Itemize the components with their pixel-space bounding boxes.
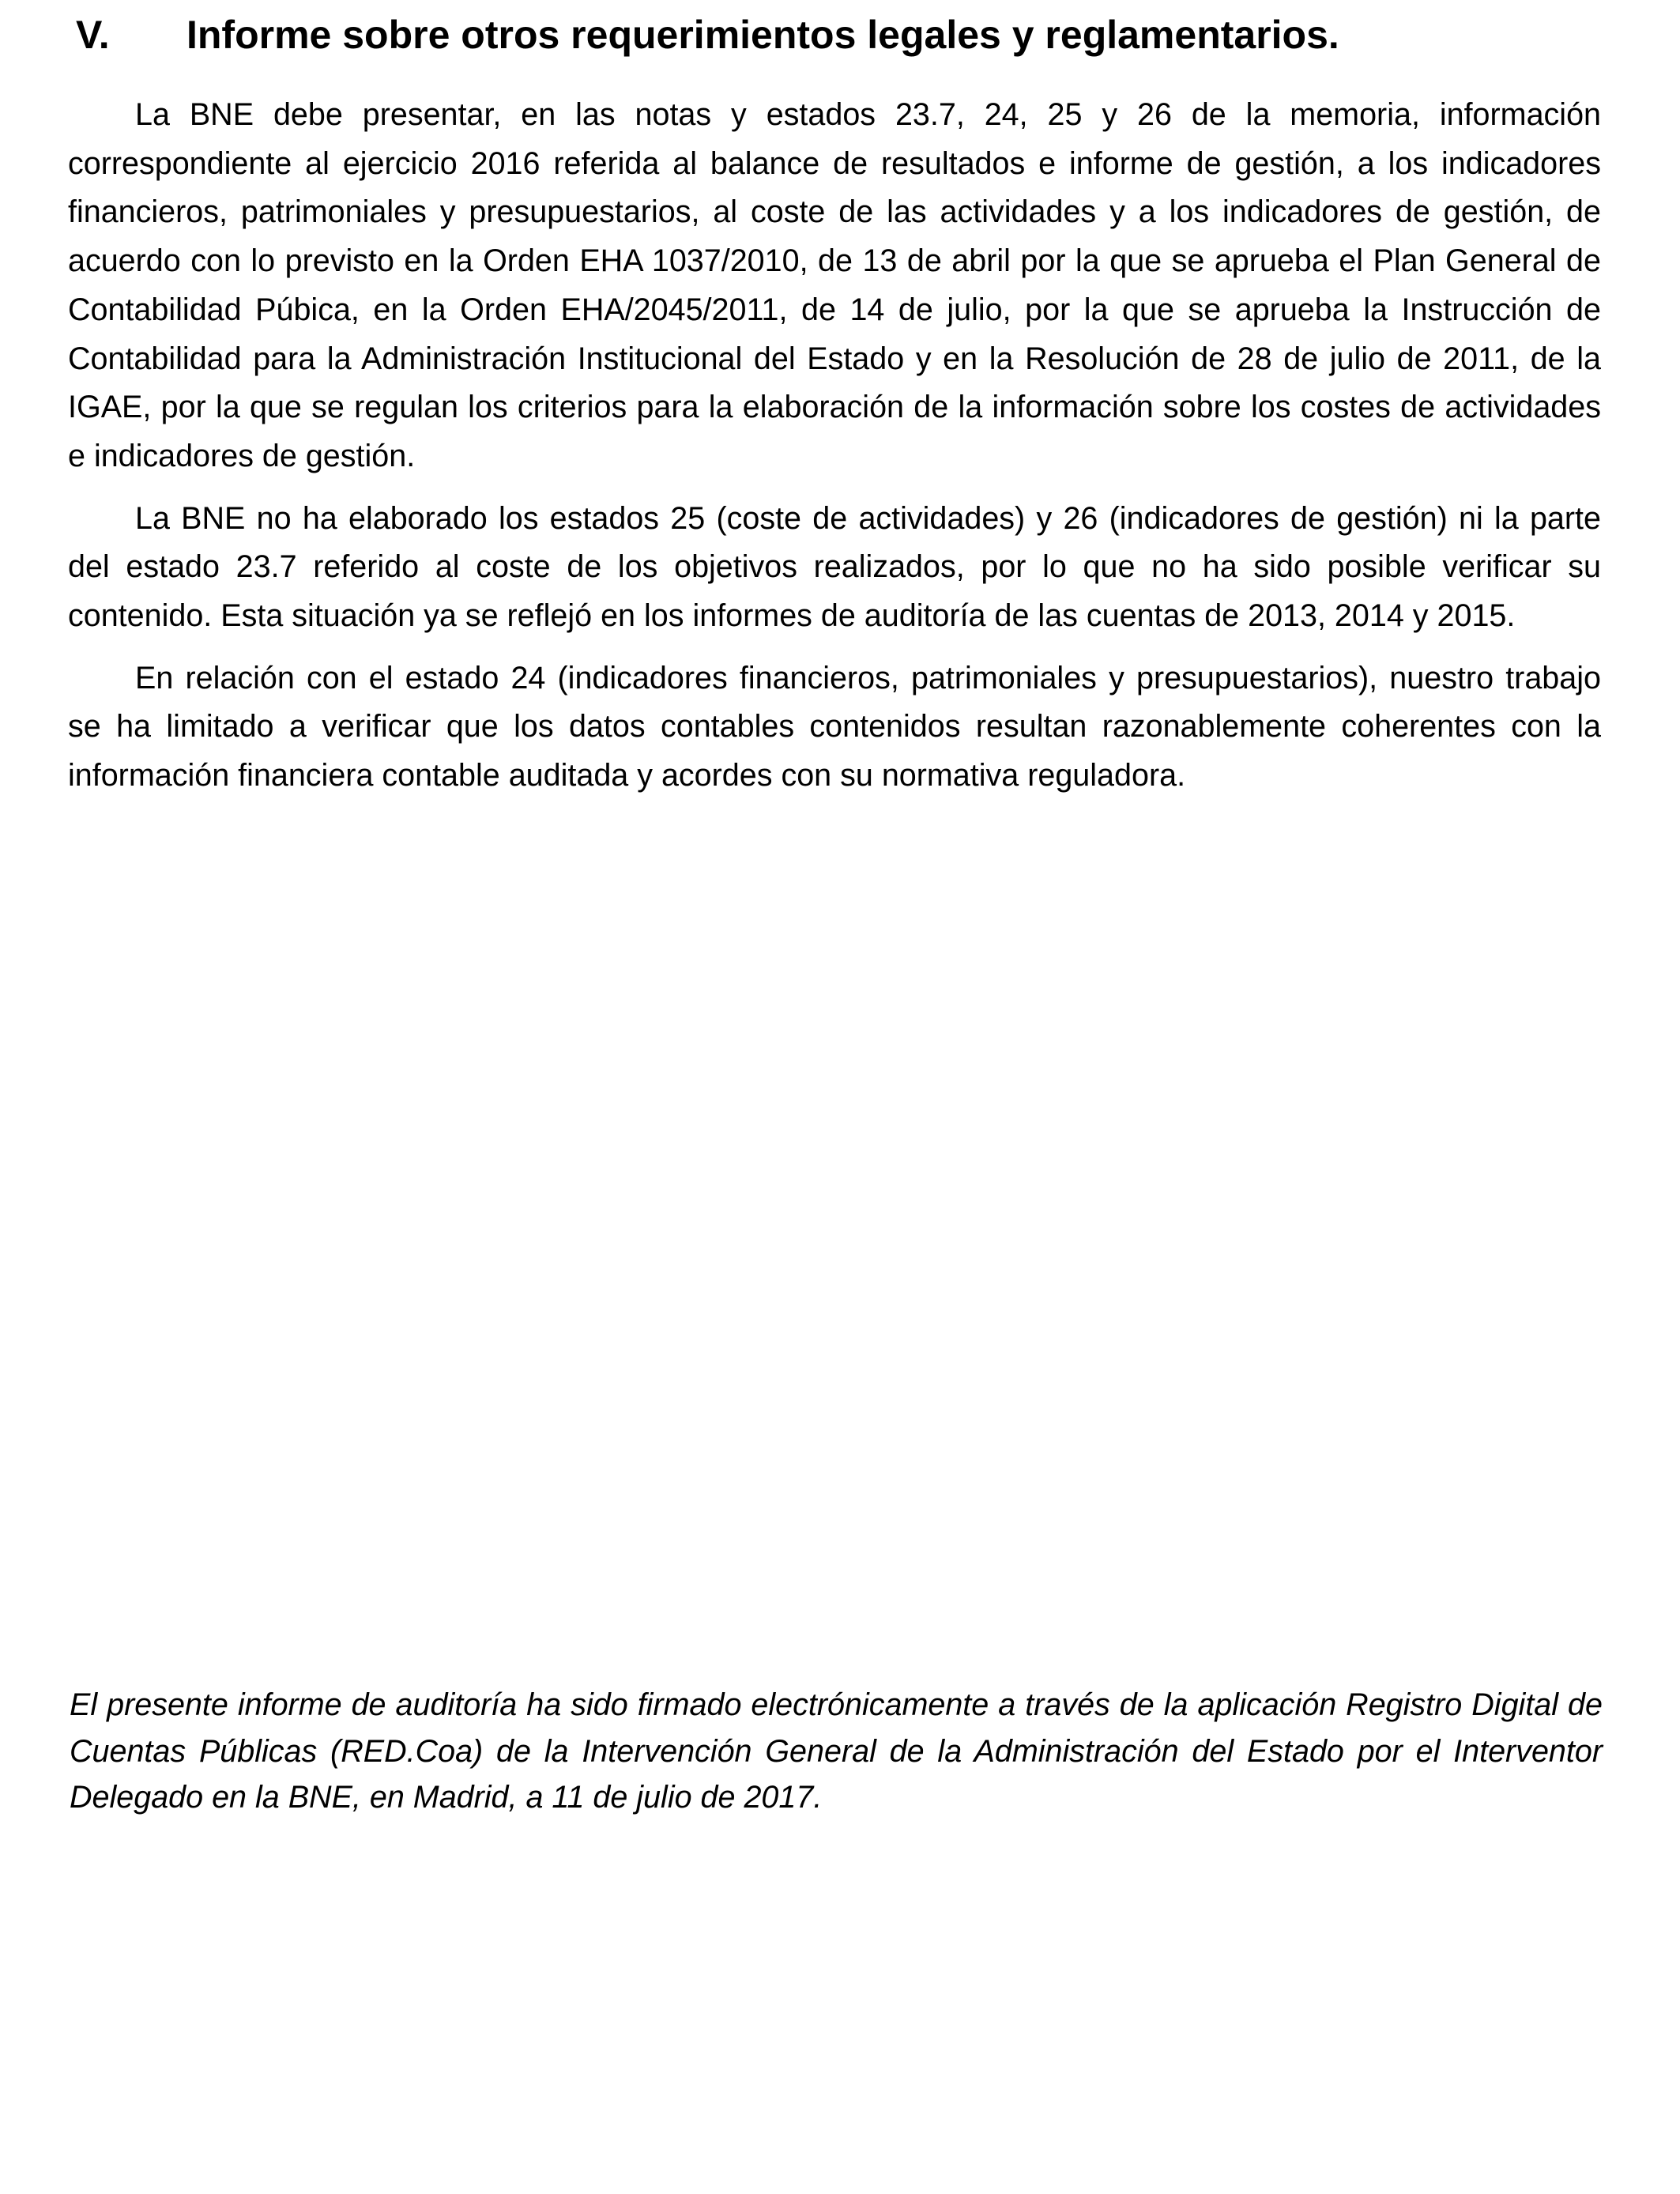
section-body (68, 91, 1601, 814)
paragraph-scope-of-work: En relación con el estado 24 (indicadores financieros, patrimoniales y presupuestarios), nuestro trabajo se ha limitado a verificar que los datos contables contenidos resultan razonablemente coherentes con la información financiera contable auditada y acordes con su normativa reguladora. (68, 660, 1601, 794)
section-heading (76, 5, 1625, 65)
paragraph-missing-statements: La BNE no ha elaborado los estados 25 (coste de actividades) y 26 (indicadores de gestión) ni la parte del estado 23.7 referido al coste de los objetivos realizados, por lo que no ha sido posible verificar su contenido. Esta situación ya se reflejó en los informes de auditoría de las cuentas de 2013, 2014 y 2015. (68, 500, 1601, 634)
section-title: Informe sobre otros requerimientos legales y reglamentarios. (186, 13, 1339, 57)
electronic-signature-note: El presente informe de auditoría ha sido firmado electrónicamente a través de la aplicación Registro Digital de Cuentas Públicas (RED.Coa) de la Intervención General de la Administración del Estado por el Interventor Delegado en la BNE, en Madrid, a 11 de julio de 2017. (70, 1687, 1603, 1815)
section-number: V. (76, 13, 110, 57)
paragraph-required-statements: La BNE debe presentar, en las notas y estados 23.7, 24, 25 y 26 de la memoria, información correspondiente al ejercicio 2016 referida al balance de resultados e informe de gestión, a los indicadores financieros, patrimoniales y presupuestarios, al coste de las actividades y a los indicadores de gestión, de acuerdo con lo previsto en la Orden EHA 1037/2010, de 13 de abril por la que se aprueba el Plan General de Contabilidad Púbica, en la Orden EHA/2045/2011, de 14 de julio, por la que se aprueba la Instrucción de Contabilidad para la Administración Institucional del Estado y en la Resolución de 28 de julio de 2011, de la IGAE, por la que se regulan los criterios para la elaboración de la información sobre los costes de actividades e indicadores de gestión. (68, 97, 1601, 473)
